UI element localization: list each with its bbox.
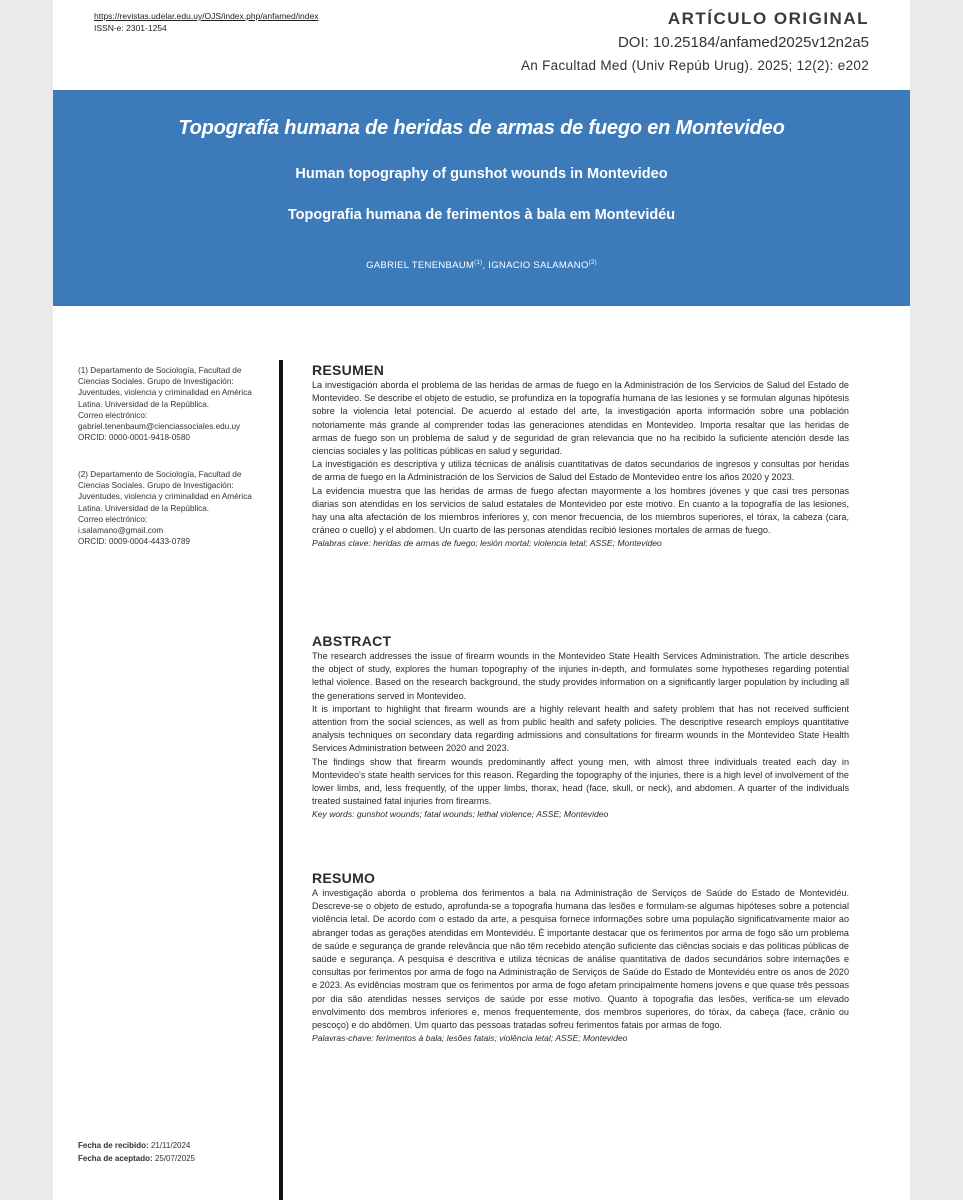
accepted-date: 25/07/2025 xyxy=(154,1153,195,1163)
author-2-affil-mark: (2) xyxy=(588,260,597,266)
abstract-heading: ABSTRACT xyxy=(312,633,392,649)
accepted-date-row xyxy=(78,1153,195,1166)
journal-header-right xyxy=(521,8,869,76)
abstract-paragraph-2: It is important to highlight that firearm wounds are a highly relevant health and safety problem that has not received sufficient attention from the social sciences, as well as from public health and safety policies. The descriptive research employs quantitative analysis techniques on secondary data regarding admissions and consultations for firearm wounds in the Montevideo State Health Services Administration between 2020 and 2023. xyxy=(312,703,849,754)
resumen-paragraph-3: La evidencia muestra que las heridas de armas de fuego afectan mayormente a los hombres jóvenes y que casi tres personas diarias son atendidas en los servicios de salud estatales de Montevideo por este motivo. En cuanto a la topografía de las lesiones, hay una alta afectación de los miembros inferiores y, con menor frecuencia, de los miembros superiores, el tórax, la cabeza (cara, cráneo o cuello) y el abdomen. Un cuarto de las personas atendidas recibió lesiones mortales de armas de fuego. xyxy=(312,485,849,536)
received-date-row xyxy=(78,1140,195,1153)
resumo-section xyxy=(312,870,849,1045)
email-label: Correo electrónico: xyxy=(78,514,148,524)
affiliation-text: (1) Departamento de Sociología, Facultad de Ciencias Sociales. Grupo de Investigación: Juventudes, violencia y criminalidad en América Latina. Universidad de la República. xyxy=(78,366,252,409)
abstract-paragraph-3: The findings show that firearm wounds predominantly affect young men, with almost three individuals treated each day in Montevideo's state health services for this reason. Regarding the topography of the injuries, there is a high level of involvement of the lower limbs, and, less frequently, of the upper limbs, thorax, head (face, skull, or neck), and abdomen. A quarter of the individuals treated sustained fatal injuries from firearms. xyxy=(312,756,849,807)
abstract-section xyxy=(312,633,849,822)
article-type: ARTÍCULO ORIGINAL xyxy=(667,9,869,28)
accepted-label: Fecha de aceptado: xyxy=(78,1153,153,1163)
issn: ISSN-e: 2301-1254 xyxy=(94,23,167,33)
citation: An Facultad Med (Univ Repúb Urug). 2025; 12(2): e202 xyxy=(520,58,869,73)
received-date: 21/11/2024 xyxy=(150,1141,191,1150)
resumen-paragraph-2: La investigación es descriptiva y utiliza técnicas de análisis cuantitativas de datos secundarios de ingresos y consultas por heridas de arma de fuego en la Administración de los Servicios de Salud del Estado de Montevideo entre los años 2020 y 2023. xyxy=(312,459,849,483)
author-separator: , xyxy=(482,260,489,272)
resumen-section xyxy=(312,362,849,551)
affiliation-text: (2) Departamento de Sociología, Facultad de Ciencias Sociales. Grupo de Investigación: Juventudes, violencia y criminalidad en América Latina. Universidad de la República. xyxy=(78,470,252,513)
journal-header-left xyxy=(94,10,318,34)
author-1: GABRIEL TENENBAUM xyxy=(366,260,475,272)
orcid: ORCID: 0000-0001-9418-0580 xyxy=(78,433,190,443)
affiliation-2 xyxy=(78,469,263,547)
resumen-keywords: Palabras clave: heridas de armas de fuego; lesión mortal; violencia letal; ASSE; Montevideo xyxy=(312,538,662,549)
resumen-paragraph-1: La investigación aborda el problema de las heridas de armas de fuego en la Administración de los Servicios de Salud del Estado de Montevideo. Se describe el objeto de estudio, se profundiza en la topografía humana de las lesiones y se formulan algunas hipótesis sobre la violencia letal potencial. De acuerdo al estado del arte, la investigación aporta información sobre una población notoriamente más grande al comprender todas las generaciones atendidas en Montevideo. Importa resaltar que las heridas de armas de fuego son un problema de salud y de seguridad de gran relevancia que no ha recibido la suficiente atención desde las ciencias sociales y las políticas públicas en salud y seguridad. xyxy=(312,380,849,457)
resumo-heading: RESUMO xyxy=(312,870,376,886)
resumen-heading: RESUMEN xyxy=(312,362,385,378)
orcid: ORCID: 0009-0004-4433-0789 xyxy=(78,537,190,547)
received-label: Fecha de recibido: xyxy=(78,1141,149,1150)
abstract-keywords: Key words: gunshot wounds; fatal wounds; lethal violence; ASSE; Montevideo xyxy=(312,809,609,820)
abstract-paragraph-1: The research addresses the issue of firearm wounds in the Montevideo State Health Services Administration. The article describes the object of study, explores the human topography of the injuries in-depth, and formulates some hypotheses regarding potential lethal violence. Based on the research background, the study provides information on a significantly larger population by including all the generations served in Montevideo. xyxy=(312,651,849,701)
doi: DOI: 10.25184/anfamed2025v12n2a5 xyxy=(617,34,869,51)
title-english: Human topography of gunshot wounds in Montevideo xyxy=(295,166,668,182)
author-1-affil-mark: (1) xyxy=(474,260,483,266)
author-2: IGNACIO SALAMANO xyxy=(488,260,589,272)
title-portuguese: Topografia humana de ferimentos à bala em Montevidéu xyxy=(287,207,676,223)
title-banner xyxy=(53,90,910,306)
email: gabriel.tenenbaum@cienciassociales.edu.uy xyxy=(78,422,241,432)
submission-dates xyxy=(78,1140,195,1165)
authors xyxy=(53,260,910,271)
journal-url-link[interactable]: https://revistas.udelar.edu.uy/OJS/index.php/anfamed/index xyxy=(94,11,319,21)
email: i.salamano@gmail.com xyxy=(78,526,164,536)
email-label: Correo electrónico: xyxy=(78,410,148,420)
resumo-paragraph: A investigação aborda o problema dos ferimentos a bala na Administração de Serviços de Saúde do Estado de Montevidéu. Descreve-se o objeto de estudo, aprofunda-se a topografia humana das lesões e formulam-se algumas hipóteses sobre a potencial violência letal. De acordo com o estado da arte, a pesquisa fornece informações sobre uma população significativamente maior ao abranger todas as gerações atendidas em Montevidéu. É importante destacar que os ferimentos por arma de fogo são um problema de saúde e segurança de grande relevância que não têm recebido atenção suficiente das ciências sociais e das políticas públicas de saúde e segurança. A pesquisa é descritiva e utiliza técnicas de análise quantitativa de dados secundários sobre internações e consultas por ferimentos por arma de fogo na Administração de Serviços de Saúde do Estado de Montevidéu entre os anos de 2020 e 2023. As evidências mostram que os ferimentos por arma de fogo afetam principalmente homens jovens e que quase três pessoas por dia são atendidas nesses serviços de saúde por esse motivo. Quanto à topografia das lesões, verifica-se um elevado envolvimento dos membros inferiores e, menos frequentemente, dos membros superiores, do tórax, da cabeça (face, crânio ou pescoço) e do abdômen. Um quarto das pessoas tratadas sofreu ferimentos fatais por armas de fogo. xyxy=(312,888,849,1031)
column-divider xyxy=(279,360,283,1200)
resumo-keywords: Palavras-chave: ferimentos à bala; lesões fatais; violência letal; ASSE; Montevideo xyxy=(312,1033,628,1044)
affiliation-1 xyxy=(78,365,263,443)
journal-page xyxy=(53,0,910,1200)
title-spanish: Topografía humana de heridas de armas de fuego en Montevideo xyxy=(178,117,785,139)
